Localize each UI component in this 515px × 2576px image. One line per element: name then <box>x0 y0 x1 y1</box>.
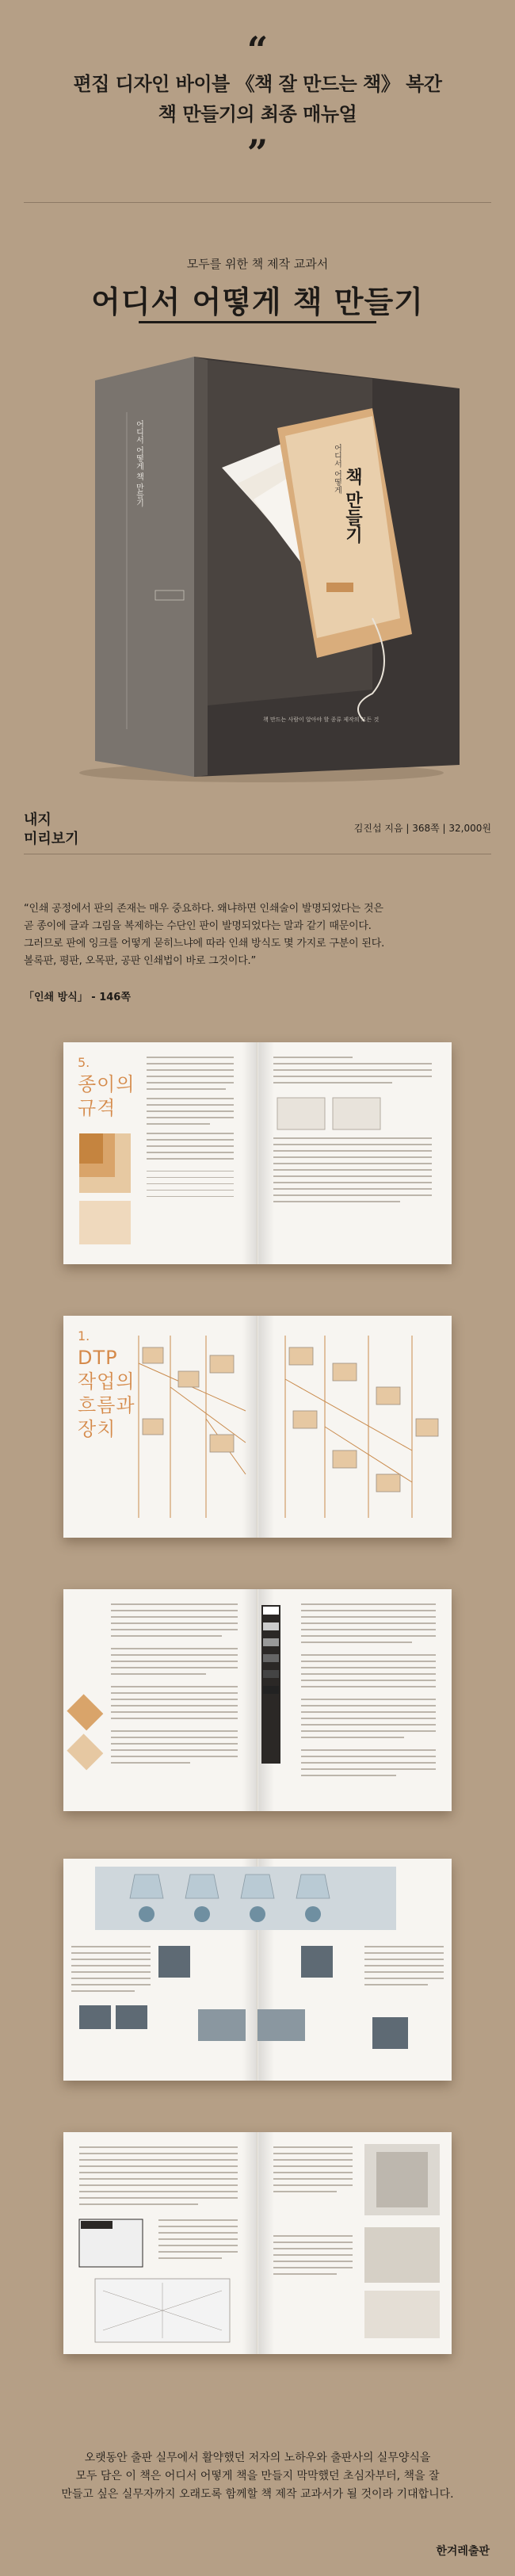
chapter-title-line-4: 장치 <box>78 1418 116 1440</box>
close-quote-mark: ” <box>246 132 269 174</box>
page-spread-4 <box>63 1859 452 2081</box>
closing-line-2: 모두 담은 이 책은 어디서 어떻게 책을 만들지 막막했던 초심자부터, 책을 잘 <box>75 2470 440 2482</box>
hero-headline-line-1: 편집 디자인 바이블 《책 잘 만드는 책》 복간 <box>73 73 442 95</box>
spread-1-content <box>63 1042 452 1264</box>
book-meta: 김진섭 지음 | 368쪽 | 32,000원 <box>353 823 491 834</box>
spread-3-content <box>63 1589 452 1811</box>
page-spread-2 <box>63 1316 452 1538</box>
closing-line-3: 만들고 싶은 실무자까지 오래도록 함께할 책 제작 교과서가 될 것이라 기대합니다. <box>61 2488 454 2501</box>
cover-label <box>326 583 353 592</box>
preview-label-line-1: 내지 <box>24 812 52 828</box>
chapter-title-line-1: 종이의 <box>78 1073 135 1095</box>
spread-5-content <box>63 2132 452 2354</box>
book-title: 어디서 어떻게 책 만들기 <box>91 285 424 319</box>
excerpt-line-1: “인쇄 공정에서 판의 존재는 매우 중요하다. 왜냐하면 인쇄술이 발명되었다는 것은 <box>24 903 383 915</box>
cover-tagline: 책 만드는 사람이 알아야 할 종류 제작의 모든 것 <box>263 717 380 723</box>
excerpt-reference: 「인쇄 방식」 - 146쪽 <box>24 992 131 1003</box>
book-cover-illustration <box>0 333 515 793</box>
open-quote-mark: “ <box>246 29 269 71</box>
excerpt-line-2: 곧 종이에 글과 그림을 복제하는 수단인 판이 발명되었다는 말과 같기 때문이다. <box>24 920 372 932</box>
chapter-title-line-2: 작업의 <box>78 1370 135 1393</box>
title-underline <box>139 321 376 323</box>
page-spread-3 <box>63 1589 452 1811</box>
book-cover-image <box>0 333 515 793</box>
book-subtitle: 모두를 위한 책 제작 교과서 <box>186 257 329 271</box>
cover-front-small: 어디서 어떻게 <box>332 444 341 495</box>
chapter-title-line-1: DTP <box>78 1347 118 1369</box>
spread-4-content <box>63 1859 452 2081</box>
excerpt-line-4: 볼록판, 평판, 오목판, 공판 인쇄법이 바로 그것이다.” <box>24 955 257 967</box>
spread-2-diagram <box>63 1316 452 1538</box>
page-spread-5 <box>63 2132 452 2354</box>
publisher-logo: 한겨레출판 <box>436 2545 490 2558</box>
chapter-title-line-2: 규격 <box>78 1097 116 1119</box>
book-spine-edge <box>194 357 208 777</box>
cover-front-title: 책 만들기 <box>342 468 363 544</box>
excerpt-line-3: 그러므로 판에 잉크를 어떻게 묻히느냐에 따라 인쇄 방식도 몇 가지로 구분이 된다. <box>24 938 385 950</box>
spine-title-text: 어디서 어떻게 책 만들기 <box>134 420 143 507</box>
book-spine <box>95 357 194 777</box>
preview-label-line-2: 미리보기 <box>24 831 79 847</box>
hero-headline-line-2: 책 만들기의 최종 매뉴얼 <box>158 103 357 125</box>
chapter-title-line-3: 흐름과 <box>78 1394 135 1416</box>
section-divider <box>24 202 491 203</box>
hero-section <box>0 0 515 194</box>
chapter-number: 5. <box>78 1055 90 1070</box>
closing-line-1: 오랫동안 출판 실무에서 활약했던 저자의 노하우와 출판사의 실무양식을 <box>84 2452 431 2464</box>
chapter-number: 1. <box>78 1328 90 1343</box>
page-spread-1 <box>63 1042 452 1264</box>
